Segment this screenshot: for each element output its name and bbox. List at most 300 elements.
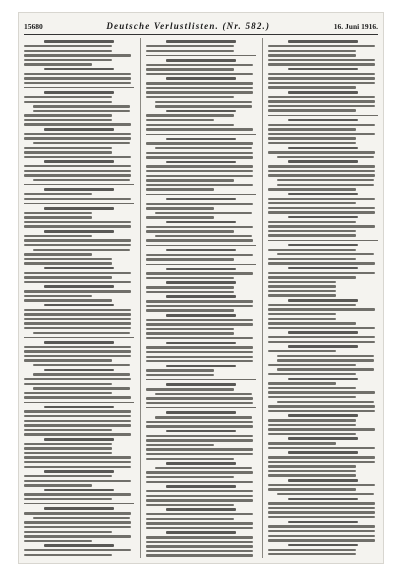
unit-heading-line <box>44 68 114 71</box>
entry-line <box>24 526 131 528</box>
entry-line <box>146 175 253 177</box>
entry-line <box>24 262 112 264</box>
column-right <box>262 38 378 558</box>
unit-heading-line <box>166 342 236 345</box>
entry-line <box>24 281 131 283</box>
entry-line <box>268 387 356 389</box>
unit-heading-line <box>288 378 358 381</box>
entry-line <box>146 439 253 441</box>
entry-line <box>24 290 131 292</box>
entry-line <box>24 235 92 237</box>
entry-line <box>146 495 253 497</box>
unit-heading-line <box>288 451 358 454</box>
entry-line <box>268 188 356 190</box>
entry-line <box>268 174 375 176</box>
entry-line <box>146 541 253 543</box>
entry-line <box>146 481 253 483</box>
entry-line <box>268 59 375 61</box>
entry-line <box>146 425 253 427</box>
entry-line <box>24 531 112 533</box>
entry-line <box>146 545 253 547</box>
entry-line <box>24 475 112 477</box>
entry-line <box>268 327 375 329</box>
entry-line <box>268 249 356 251</box>
entry-line <box>268 516 375 518</box>
unit-heading-line <box>288 68 358 71</box>
entry-line <box>146 518 234 520</box>
entry-line <box>268 442 336 444</box>
entry-line <box>24 512 131 514</box>
entry-line <box>24 424 131 426</box>
entry-line <box>24 170 131 172</box>
entry-line <box>146 397 253 399</box>
entry-line <box>277 355 374 357</box>
entry-line <box>268 151 375 153</box>
divider <box>146 55 256 56</box>
entry-line <box>24 540 92 542</box>
entry-line <box>146 119 214 121</box>
entry-line <box>277 253 374 255</box>
unit-heading-line <box>44 160 114 163</box>
entry-line <box>146 448 253 450</box>
entry-line <box>24 433 131 435</box>
entry-line <box>24 54 131 56</box>
entry-line <box>268 202 356 204</box>
entry-line <box>268 142 356 144</box>
entry-line <box>146 527 253 529</box>
unit-heading-line <box>166 59 236 62</box>
entry-line <box>24 258 112 260</box>
entry-line <box>268 318 336 320</box>
entry-line <box>268 535 375 537</box>
divider <box>146 264 256 265</box>
entry-line <box>146 124 234 126</box>
entry-line <box>277 179 374 181</box>
entry-line <box>268 488 356 490</box>
unit-heading-line <box>288 299 358 302</box>
entry-line <box>33 110 130 112</box>
entry-line <box>146 64 253 66</box>
entry-line <box>268 461 375 463</box>
entry-line <box>146 291 234 293</box>
divider <box>24 184 134 185</box>
entry-line <box>268 507 375 509</box>
entry-line <box>24 461 131 463</box>
unit-heading-line <box>288 544 358 547</box>
entry-line <box>146 230 234 232</box>
entry-line <box>268 549 356 551</box>
entry-line <box>24 378 131 380</box>
entry-line <box>268 109 356 111</box>
entry-line <box>146 156 253 158</box>
entry-line <box>268 313 336 315</box>
entry-line <box>268 424 356 426</box>
entry-line <box>24 549 131 551</box>
entry-line <box>24 466 131 468</box>
entry-line <box>24 346 131 348</box>
divider <box>24 337 134 338</box>
unit-heading-line <box>44 470 114 473</box>
entry-line <box>268 341 375 343</box>
entry-line <box>146 188 214 190</box>
entry-line <box>146 258 234 260</box>
entry-line <box>24 443 112 445</box>
entry-line <box>24 272 131 274</box>
entry-line <box>146 170 253 172</box>
entry-line <box>268 128 356 130</box>
unit-heading-line <box>288 244 358 247</box>
entry-line <box>24 420 131 422</box>
unit-heading-line <box>166 383 236 386</box>
entry-line <box>268 336 375 338</box>
entry-line <box>268 530 375 532</box>
page-number: 15680 <box>24 21 43 31</box>
unit-heading-line <box>166 430 236 433</box>
unit-heading-line <box>166 268 236 271</box>
entry-line <box>268 73 375 75</box>
divider <box>146 245 256 246</box>
entry-line <box>24 96 112 98</box>
entry-line <box>277 368 374 370</box>
entry-line <box>24 350 131 352</box>
entry-line <box>268 45 375 47</box>
entry-line <box>146 435 253 437</box>
entry-line <box>268 170 375 172</box>
entry-line <box>24 114 112 116</box>
entry-line <box>268 234 356 236</box>
entry-line <box>24 429 112 431</box>
entry-line <box>155 416 252 418</box>
entry-line <box>24 198 131 200</box>
entry-line <box>155 147 252 149</box>
unit-heading-line <box>44 406 114 409</box>
entry-line <box>268 294 336 296</box>
entry-line <box>24 318 131 320</box>
divider <box>268 240 378 241</box>
entry-line <box>146 114 234 116</box>
unit-heading-line <box>288 193 358 196</box>
entry-line <box>146 142 253 144</box>
entry-line <box>268 350 336 352</box>
entry-line <box>146 337 253 339</box>
unit-heading-line <box>166 281 236 284</box>
unit-heading-line <box>288 479 358 482</box>
entry-line <box>24 63 92 65</box>
entry-line <box>146 216 214 218</box>
entry-line <box>24 396 131 398</box>
divider <box>24 203 134 204</box>
unit-heading-line <box>166 161 236 164</box>
unit-heading-line <box>166 221 236 224</box>
entry-line <box>146 453 253 455</box>
entry-line <box>268 428 375 430</box>
entry-line <box>146 272 253 274</box>
entry-line <box>24 313 131 315</box>
entry-line <box>24 119 112 121</box>
entry-line <box>146 490 253 492</box>
entry-line <box>268 50 356 52</box>
entry-line <box>268 63 375 65</box>
entry-line <box>146 388 234 390</box>
entry-line <box>24 45 112 47</box>
entry-line <box>24 133 131 135</box>
entry-line <box>146 165 253 167</box>
entry-line <box>268 364 356 366</box>
unit-heading-line <box>288 345 358 348</box>
entry-line <box>146 522 253 524</box>
entry-line <box>146 305 253 307</box>
entry-line <box>268 456 375 458</box>
entry-line <box>146 87 253 89</box>
unit-heading-line <box>288 498 358 501</box>
divider <box>24 402 134 403</box>
entry-line <box>24 101 112 103</box>
entry-line <box>268 502 375 504</box>
entry-line <box>33 517 130 519</box>
divider <box>146 134 256 135</box>
entry-line <box>277 184 374 186</box>
entry-line <box>155 101 252 103</box>
entry-line <box>146 73 253 75</box>
entry-line <box>146 351 253 353</box>
entry-line <box>24 322 131 324</box>
entry-line <box>33 364 130 366</box>
entry-line <box>33 179 130 181</box>
entry-line <box>146 254 253 256</box>
unit-heading-line <box>44 207 114 210</box>
entry-line <box>268 276 356 278</box>
entry-line <box>24 253 92 255</box>
entry-line <box>146 226 253 228</box>
unit-heading-line <box>44 341 114 344</box>
entry-line <box>277 359 374 361</box>
entry-line <box>24 383 112 385</box>
unit-heading-line <box>166 77 236 80</box>
unit-heading-line <box>44 40 114 43</box>
entry-line <box>277 401 374 403</box>
entry-line <box>146 360 253 362</box>
entry-line <box>146 184 253 186</box>
entry-line <box>268 198 375 200</box>
unit-heading-line <box>288 119 358 122</box>
entry-line <box>24 225 131 227</box>
entry-line <box>268 290 336 292</box>
divider <box>146 194 256 195</box>
entry-line <box>268 258 356 260</box>
divider <box>24 503 134 504</box>
unit-heading-line <box>288 414 358 417</box>
unit-heading-line <box>288 147 358 150</box>
column-middle <box>140 38 256 558</box>
entry-line <box>146 82 253 84</box>
entry-line <box>146 323 253 325</box>
entry-line <box>268 511 375 513</box>
entry-line <box>24 244 131 246</box>
unit-heading-line <box>166 249 236 252</box>
unit-heading-line <box>166 411 236 414</box>
page-header <box>24 18 378 35</box>
entry-line <box>24 77 131 79</box>
unit-heading-line <box>288 267 358 270</box>
entry-line <box>24 447 112 449</box>
entry-line <box>146 332 234 334</box>
unit-heading-line <box>166 198 236 201</box>
entry-line <box>24 73 131 75</box>
unit-heading-line <box>166 138 236 141</box>
entry-line <box>24 410 131 412</box>
unit-heading-line <box>44 91 114 94</box>
unit-heading-line <box>288 40 358 43</box>
entry-line <box>268 105 375 107</box>
entry-line <box>146 300 253 302</box>
page-title: Deutsche Verlustlisten. (Nr. 582.) <box>106 21 271 31</box>
divider <box>146 407 256 408</box>
entry-line <box>268 165 375 167</box>
unit-heading-line <box>166 508 236 511</box>
entry-line <box>24 123 131 125</box>
entry-line <box>268 82 375 84</box>
entry-line <box>146 179 234 181</box>
entry-line <box>24 82 131 84</box>
entry-line <box>268 308 375 310</box>
unit-heading-line <box>44 188 114 191</box>
entry-line <box>146 356 253 358</box>
entry-line <box>24 50 112 52</box>
unit-heading-line <box>288 437 358 440</box>
entry-line <box>268 373 356 375</box>
unit-heading-line <box>44 489 114 492</box>
unit-heading-line <box>44 230 114 233</box>
entry-line <box>146 458 234 460</box>
entry-line <box>146 96 234 98</box>
entry-line <box>277 156 374 158</box>
entry-line <box>146 277 234 279</box>
entry-line <box>155 105 252 107</box>
entry-line <box>155 235 252 237</box>
unit-heading-line <box>44 267 114 270</box>
unit-heading-line <box>44 438 114 441</box>
unit-heading-line <box>166 485 236 488</box>
entry-line <box>24 295 92 297</box>
entry-line <box>268 470 356 472</box>
entry-line <box>24 521 131 523</box>
entry-line <box>24 276 112 278</box>
entry-line <box>268 86 356 88</box>
unit-heading-line <box>166 462 236 465</box>
entry-line <box>24 392 112 394</box>
entry-line <box>268 133 375 135</box>
unit-heading-line <box>288 331 358 334</box>
entry-line <box>155 393 252 395</box>
entry-line <box>268 382 336 384</box>
unit-heading-line <box>288 216 358 219</box>
entry-line <box>146 471 253 473</box>
divider <box>146 379 256 380</box>
entry-line <box>146 309 234 311</box>
entry-line <box>33 332 130 334</box>
entry-line <box>146 550 253 552</box>
entry-line <box>24 299 112 301</box>
entry-line <box>268 539 375 541</box>
entry-line <box>33 142 130 144</box>
entry-line <box>24 359 112 361</box>
entry-line <box>268 124 375 126</box>
entry-line <box>24 498 112 500</box>
columns <box>24 38 378 558</box>
unit-heading-line <box>288 91 358 94</box>
column-left <box>24 38 134 558</box>
unit-heading-line <box>44 369 114 372</box>
unit-heading-line <box>288 521 358 524</box>
entry-line <box>146 239 253 241</box>
entry-line <box>146 402 253 404</box>
entry-line <box>268 433 356 435</box>
unit-heading-line <box>44 285 114 288</box>
entry-line <box>146 554 253 556</box>
entry-line <box>146 50 234 52</box>
entry-line <box>268 391 375 393</box>
entry-line <box>146 504 234 506</box>
newspaper-page <box>18 12 384 564</box>
entry-line <box>268 447 375 449</box>
entry-line <box>146 91 253 93</box>
entry-line <box>146 499 253 501</box>
entry-line <box>24 493 131 495</box>
entry-line <box>146 207 214 209</box>
entry-line <box>24 165 131 167</box>
entry-line <box>146 68 234 70</box>
entry-line <box>268 304 356 306</box>
entry-line <box>24 484 92 486</box>
entry-line <box>146 328 234 330</box>
entry-line <box>146 152 253 154</box>
entry-line <box>268 410 375 412</box>
entry-line <box>268 405 375 407</box>
unit-heading-line <box>166 40 236 43</box>
divider <box>24 87 134 88</box>
entry-line <box>24 216 92 218</box>
entry-line <box>268 474 356 476</box>
entry-line <box>155 212 252 214</box>
entry-line <box>146 476 234 478</box>
unit-heading-line <box>166 110 236 113</box>
entry-line <box>24 147 112 149</box>
entry-line <box>24 480 131 482</box>
entry-line <box>146 369 214 371</box>
entry-line <box>33 373 130 375</box>
entry-line <box>268 281 336 283</box>
entry-line <box>277 493 374 495</box>
entry-line <box>146 319 253 321</box>
entry-line <box>268 396 356 398</box>
entry-line <box>146 536 253 538</box>
entry-line <box>268 465 356 467</box>
entry-line <box>268 272 375 274</box>
entry-line <box>24 327 131 329</box>
entry-line <box>146 374 214 376</box>
entry-line <box>24 452 112 454</box>
entry-line <box>24 456 131 458</box>
entry-line <box>268 96 375 98</box>
entry-line <box>268 77 375 79</box>
entry-line <box>268 262 375 264</box>
entry-line <box>146 128 253 130</box>
entry-line <box>24 156 131 158</box>
entry-line <box>268 221 356 223</box>
entry-line <box>268 137 356 139</box>
entry-line <box>24 415 131 417</box>
unit-heading-line <box>44 304 114 307</box>
